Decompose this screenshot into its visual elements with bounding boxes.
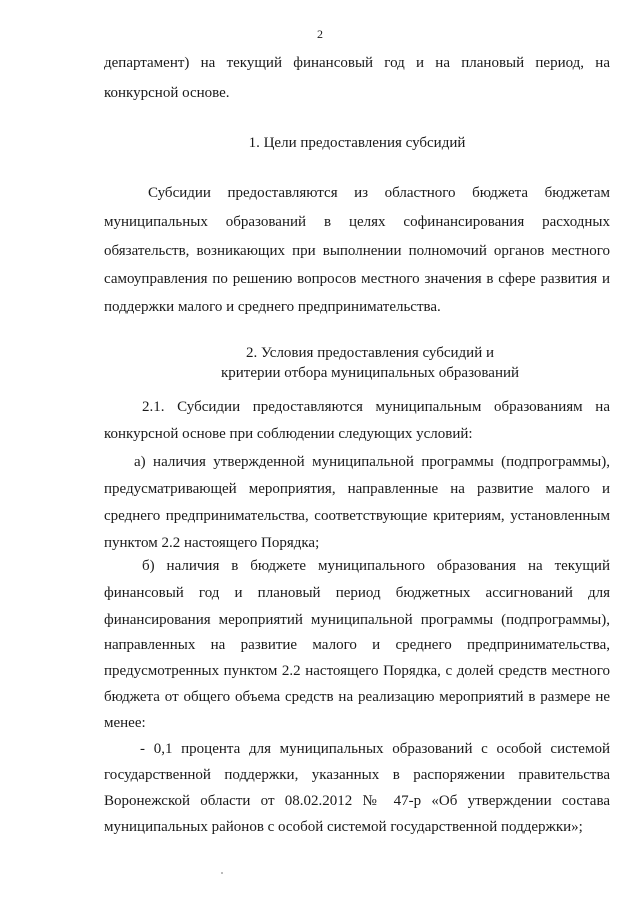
para-b-line-5: предусмотренных пунктом 2.2 настоящего Порядка, с долей средств местного (104, 663, 610, 679)
intro-line-1: департамент) на текущий финансовый год и на плановый период, на (104, 55, 610, 71)
intro-line-2: конкурсной основе. (104, 85, 230, 101)
para-b-line-3: финансирования мероприятий муниципальной программы (подпрограммы), (104, 612, 610, 628)
para-b-line-2: финансовый год и плановый период бюджетных ассигнований для (104, 585, 610, 601)
section-1-heading: 1. Цели предоставления субсидий (248, 135, 466, 151)
para-b-line-1: б) наличия в бюджете муниципального образования на текущий (142, 558, 610, 574)
para-a-line-1: а) наличия утвержденной муниципальной программы (подпрограммы), (134, 454, 610, 470)
para-a-line-3: среднего предпринимательства, соответствующие критериям, установленным (104, 508, 610, 524)
para-c-line-3: Воронежской области от 08.02.2012 № 47-р «Об утверждении состава (104, 793, 610, 809)
section-2-heading-line-1: 2. Условия предоставления субсидий и (245, 345, 495, 361)
para-b-line-4: направленных на развитие малого и среднего предпринимательства, (104, 637, 610, 653)
para-b-line-7: менее: (104, 715, 146, 731)
para-b-line-6: бюджета от общего объема средств на реализацию мероприятий в размере не (104, 689, 610, 705)
section-1-line-1: Субсидии предоставляются из областного бюджета бюджетам (148, 185, 610, 201)
section-2-heading-line-2: критерии отбора муниципальных образований (220, 365, 520, 381)
para-c-line-4: муниципальных районов с особой системой государственной поддержки»; (104, 819, 583, 835)
section-1-line-2: муниципальных образований в целях софинансирования расходных (104, 214, 610, 230)
para-c-line-2: государственной поддержки, указанных в распоряжении правительства (104, 767, 610, 783)
para-2-1-line-2: конкурсной основе при соблюдении следующих условий: (104, 426, 473, 442)
para-a-line-2: предусматривающей мероприятия, направленные на развитие малого и (104, 481, 610, 497)
section-1-line-4: самоуправления по решению вопросов местного значения в сфере развития и (104, 271, 610, 287)
scan-speck (221, 872, 223, 874)
section-1-line-3: обязательств, возникающих при выполнении полномочий органов местного (104, 243, 610, 259)
para-a-line-4: пунктом 2.2 настоящего Порядка; (104, 535, 320, 551)
section-1-line-5: поддержки малого и среднего предпринимательства. (104, 299, 441, 315)
para-c-line-1: - 0,1 процента для муниципальных образований с особой системой (140, 741, 610, 757)
page-number: 2 (317, 27, 323, 41)
para-2-1-line-1: 2.1. Субсидии предоставляются муниципальным образованиям на (142, 399, 610, 415)
